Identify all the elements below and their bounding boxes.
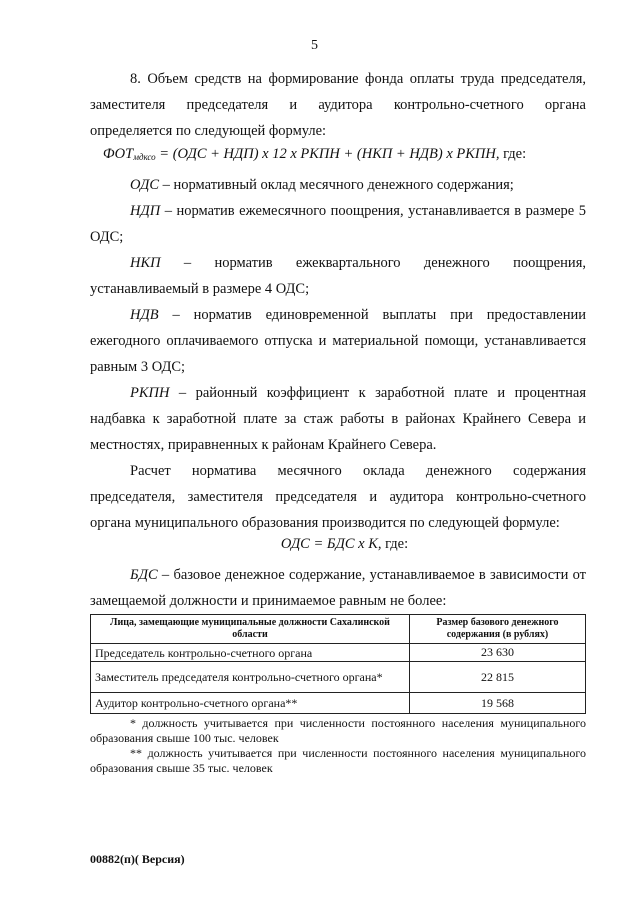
definition-ods-text: – нормативный оклад месячного денежного содержания;: [159, 177, 514, 193]
salary-table: [90, 614, 586, 714]
table-row: [91, 693, 586, 714]
paragraph-8-line-1: 8. Объем средств на формирование фонда оплаты труда председателя,: [130, 71, 586, 87]
definition-bds-term: БДС: [130, 567, 158, 583]
footnote-2: ** должность учитывается при численности постоянного населения муниципального образования свыше 35 тыс. человек: [90, 746, 586, 775]
table-cell-position: Председатель контрольно-счетного органа: [91, 644, 410, 662]
footnote-1: * должность учитывается при численности постоянного населения муниципального образования свыше 100 тыс. человек: [90, 716, 586, 745]
formula-ods: [30, 536, 629, 553]
table-row: [91, 644, 586, 662]
definition-rkpn: [90, 380, 586, 458]
definition-bds: [90, 562, 586, 614]
definition-ndv-text: – норматив единовременной выплаты при предоставлении ежегодного оплачиваемого отпуска и материальной помощи, устанавливается равным 3 ОДС;: [90, 307, 586, 375]
paragraph-8-line-2: заместителя председателя и аудитора контрольно-счетного органа: [90, 97, 586, 113]
definition-ndp: [90, 198, 586, 250]
formula-fot-subscript: мдксо: [133, 152, 156, 162]
formula-fot: [0, 146, 629, 163]
definition-nkp-text: – норматив ежеквартального денежного поощрения, устанавливаемый в размере 4 ОДС;: [90, 255, 586, 297]
paragraph-8-line-3: определяется по следующей формуле:: [90, 123, 327, 139]
formula-fot-rhs: = (ОДС + НДП) х 12 х РКПН + (НКП + НДВ) х РКПН,: [155, 146, 500, 162]
formula-ods-text: ОДС = БДС х К,: [280, 536, 382, 552]
calculation-paragraph: Расчет норматива месячного оклада денежного содержания председателя, заместителя председателя и аудитора контрольно-счетного органа муниципального образования производится по следующей формуле:: [90, 463, 586, 531]
table-cell-amount: 23 630: [410, 644, 586, 662]
definition-rkpn-term: РКПН: [130, 385, 170, 401]
table-header-position: Лица, замещающие муниципальные должности Сахалинской области: [91, 615, 410, 644]
definition-nkp: [90, 250, 586, 302]
definition-bds-text: – базовое денежное содержание, устанавливаемое в зависимости от замещаемой должности и принимаемое равным не более:: [90, 567, 586, 609]
table-header-amount: Размер базового денежного содержания (в рублях): [410, 615, 586, 644]
table-header-row: [91, 615, 586, 644]
definition-ndp-text: – норматив ежемесячного поощрения, устанавливается в размере 5 ОДС;: [90, 203, 586, 245]
definition-ndp-term: НДП: [130, 203, 161, 219]
table-cell-position: Аудитор контрольно-счетного органа**: [91, 693, 410, 714]
definition-ods: [90, 172, 586, 198]
formula-fot-tail: где:: [499, 146, 527, 162]
formula-fot-lhs: ФОТ: [102, 146, 134, 162]
document-footer-code: 00882(п)( Версия): [90, 852, 185, 866]
formula-ods-tail: где:: [381, 536, 409, 552]
definition-ods-term: ОДС: [130, 177, 160, 193]
definition-nkp-term: НКП: [130, 255, 161, 271]
definition-ndv-term: НДВ: [130, 307, 159, 323]
table-row: [91, 662, 586, 693]
table-cell-amount: 19 568: [410, 693, 586, 714]
definition-rkpn-text: – районный коэффициент к заработной плате и процентная надбавка к заработной плате за стаж работы в районах Крайнего Севера и местностях, приравненных к районам Крайнего Севера.: [90, 385, 586, 453]
definition-ndv: [90, 302, 586, 380]
table-cell-position: Заместитель председателя контрольно-счетного органа*: [91, 662, 410, 693]
page-number: 5: [311, 38, 318, 53]
salary-table-container: [90, 614, 586, 714]
table-cell-amount: 22 815: [410, 662, 586, 693]
